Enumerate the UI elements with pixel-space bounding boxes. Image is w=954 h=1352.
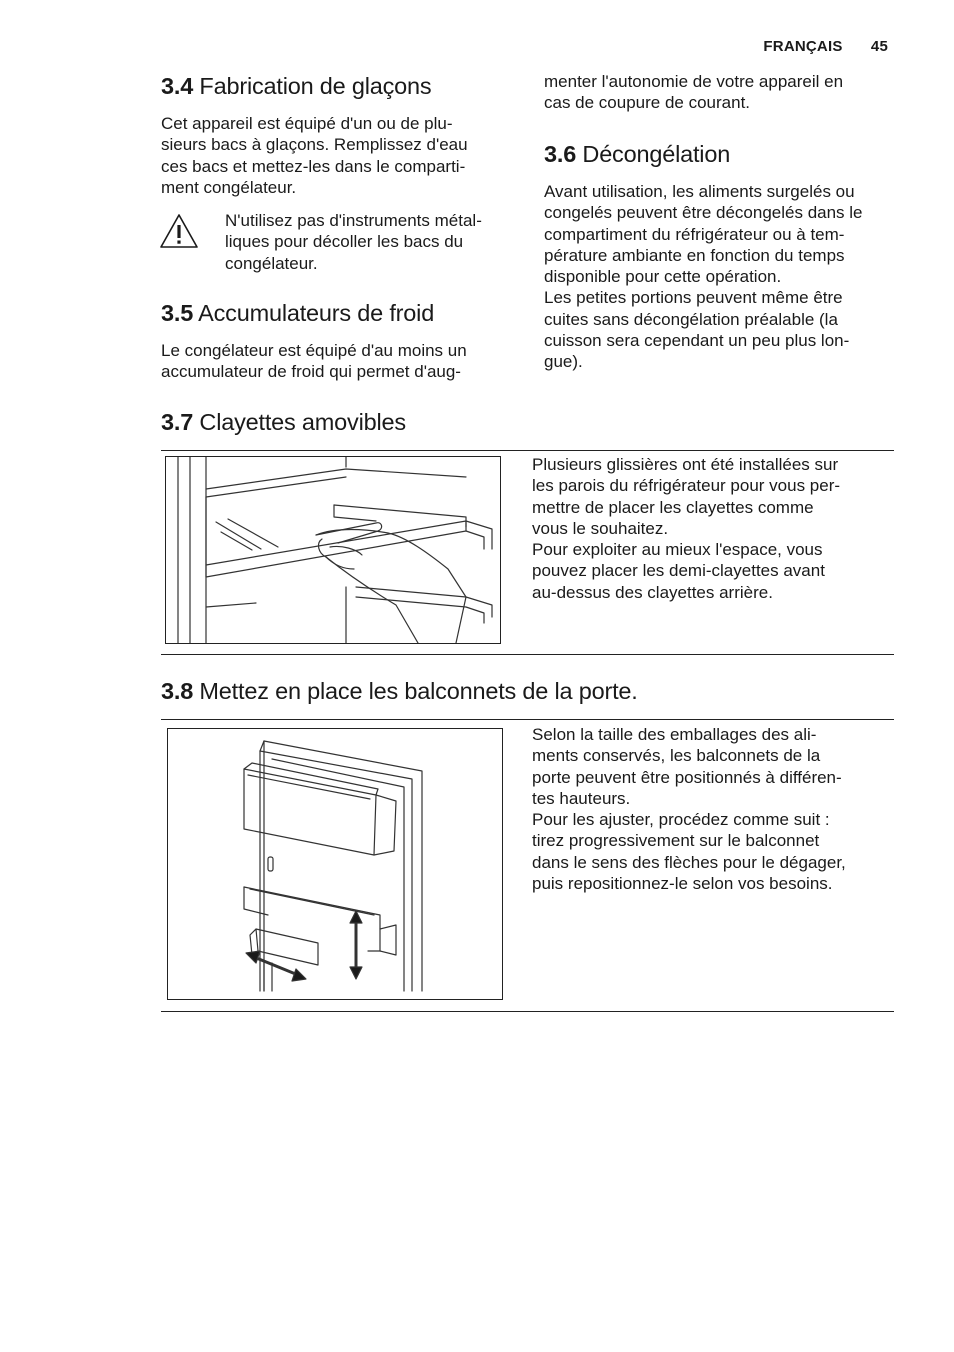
- warning-triangle-icon: [158, 212, 200, 250]
- section-3-4-body: Cet appareil est équipé d'un ou de plu- sieurs bacs à glaçons. Remplissez d'eau ces bacs et mettez-les dans le comparti- ment congélateur.: [161, 114, 468, 197]
- section-number: 3.6: [544, 141, 577, 167]
- section-3-5-body-continued: menter l'autonomie de votre appareil en cas de coupure de courant.: [544, 72, 844, 113]
- section-number: 3.5: [161, 300, 194, 326]
- section-3-8-heading: [161, 677, 638, 705]
- section-number: 3.7: [161, 409, 194, 435]
- section-title: Mettez en place les balconnets de la porte.: [199, 678, 638, 704]
- section-3-8-body: Selon la taille des emballages des ali- ments conservés, les balconnets de la porte peuvent être positionnés à différen- tes hauteurs. Pour les ajuster, procédez comme suit : tirez progressivement sur le balconnet dans le sens des flèches pour le dégager, puis repositionnez-le selon vos besoins.: [532, 725, 846, 894]
- header-language: FRANÇAIS: [763, 38, 843, 55]
- section-title: Accumulateurs de froid: [198, 300, 435, 326]
- section-3-5-body: Le congélateur est équipé d'au moins un accumulateur de froid qui permet d'aug-: [161, 341, 467, 382]
- shelf-illustration: [165, 456, 501, 644]
- section-3-7-body: Plusieurs glissières ont été installées sur les parois du réfrigérateur pour vous per- mettre de placer les clayettes comme vous le souhaitez. Pour exploiter au mieux l'espace, vous pouvez placer les demi-clayettes avant au-dessus des clayettes arrière.: [532, 455, 841, 602]
- section-3-6-body: Avant utilisation, les aliments surgelés ou congelés peuvent être décongelés dans le compartiment du réfrigérateur ou à tem- pérature ambiante en fonction du temps disponible pour cette opération. Les petites portions peuvent même être cuites sans décongélation préalable (la cuisson sera cependant un peu plus lon- gue).: [544, 182, 863, 372]
- section-3-6-heading: [544, 140, 730, 168]
- warning-text: N'utilisez pas d'instruments métal- liques pour décoller les bacs du congélateur.: [225, 211, 482, 273]
- section-3-5-heading: [161, 299, 434, 327]
- divider: [161, 450, 894, 451]
- divider: [161, 719, 894, 720]
- section-3-4-heading: [161, 72, 431, 100]
- section-3-7-heading: [161, 408, 406, 436]
- section-number: 3.4: [161, 73, 194, 99]
- page-header: [763, 38, 888, 55]
- section-number: 3.8: [161, 678, 194, 704]
- section-title: Décongélation: [582, 141, 731, 167]
- divider: [161, 1011, 894, 1012]
- section-title: Fabrication de glaçons: [199, 73, 432, 99]
- divider: [161, 654, 894, 655]
- door-balcony-illustration: [167, 728, 503, 1000]
- section-title: Clayettes amovibles: [199, 409, 406, 435]
- page-number: 45: [870, 38, 888, 55]
